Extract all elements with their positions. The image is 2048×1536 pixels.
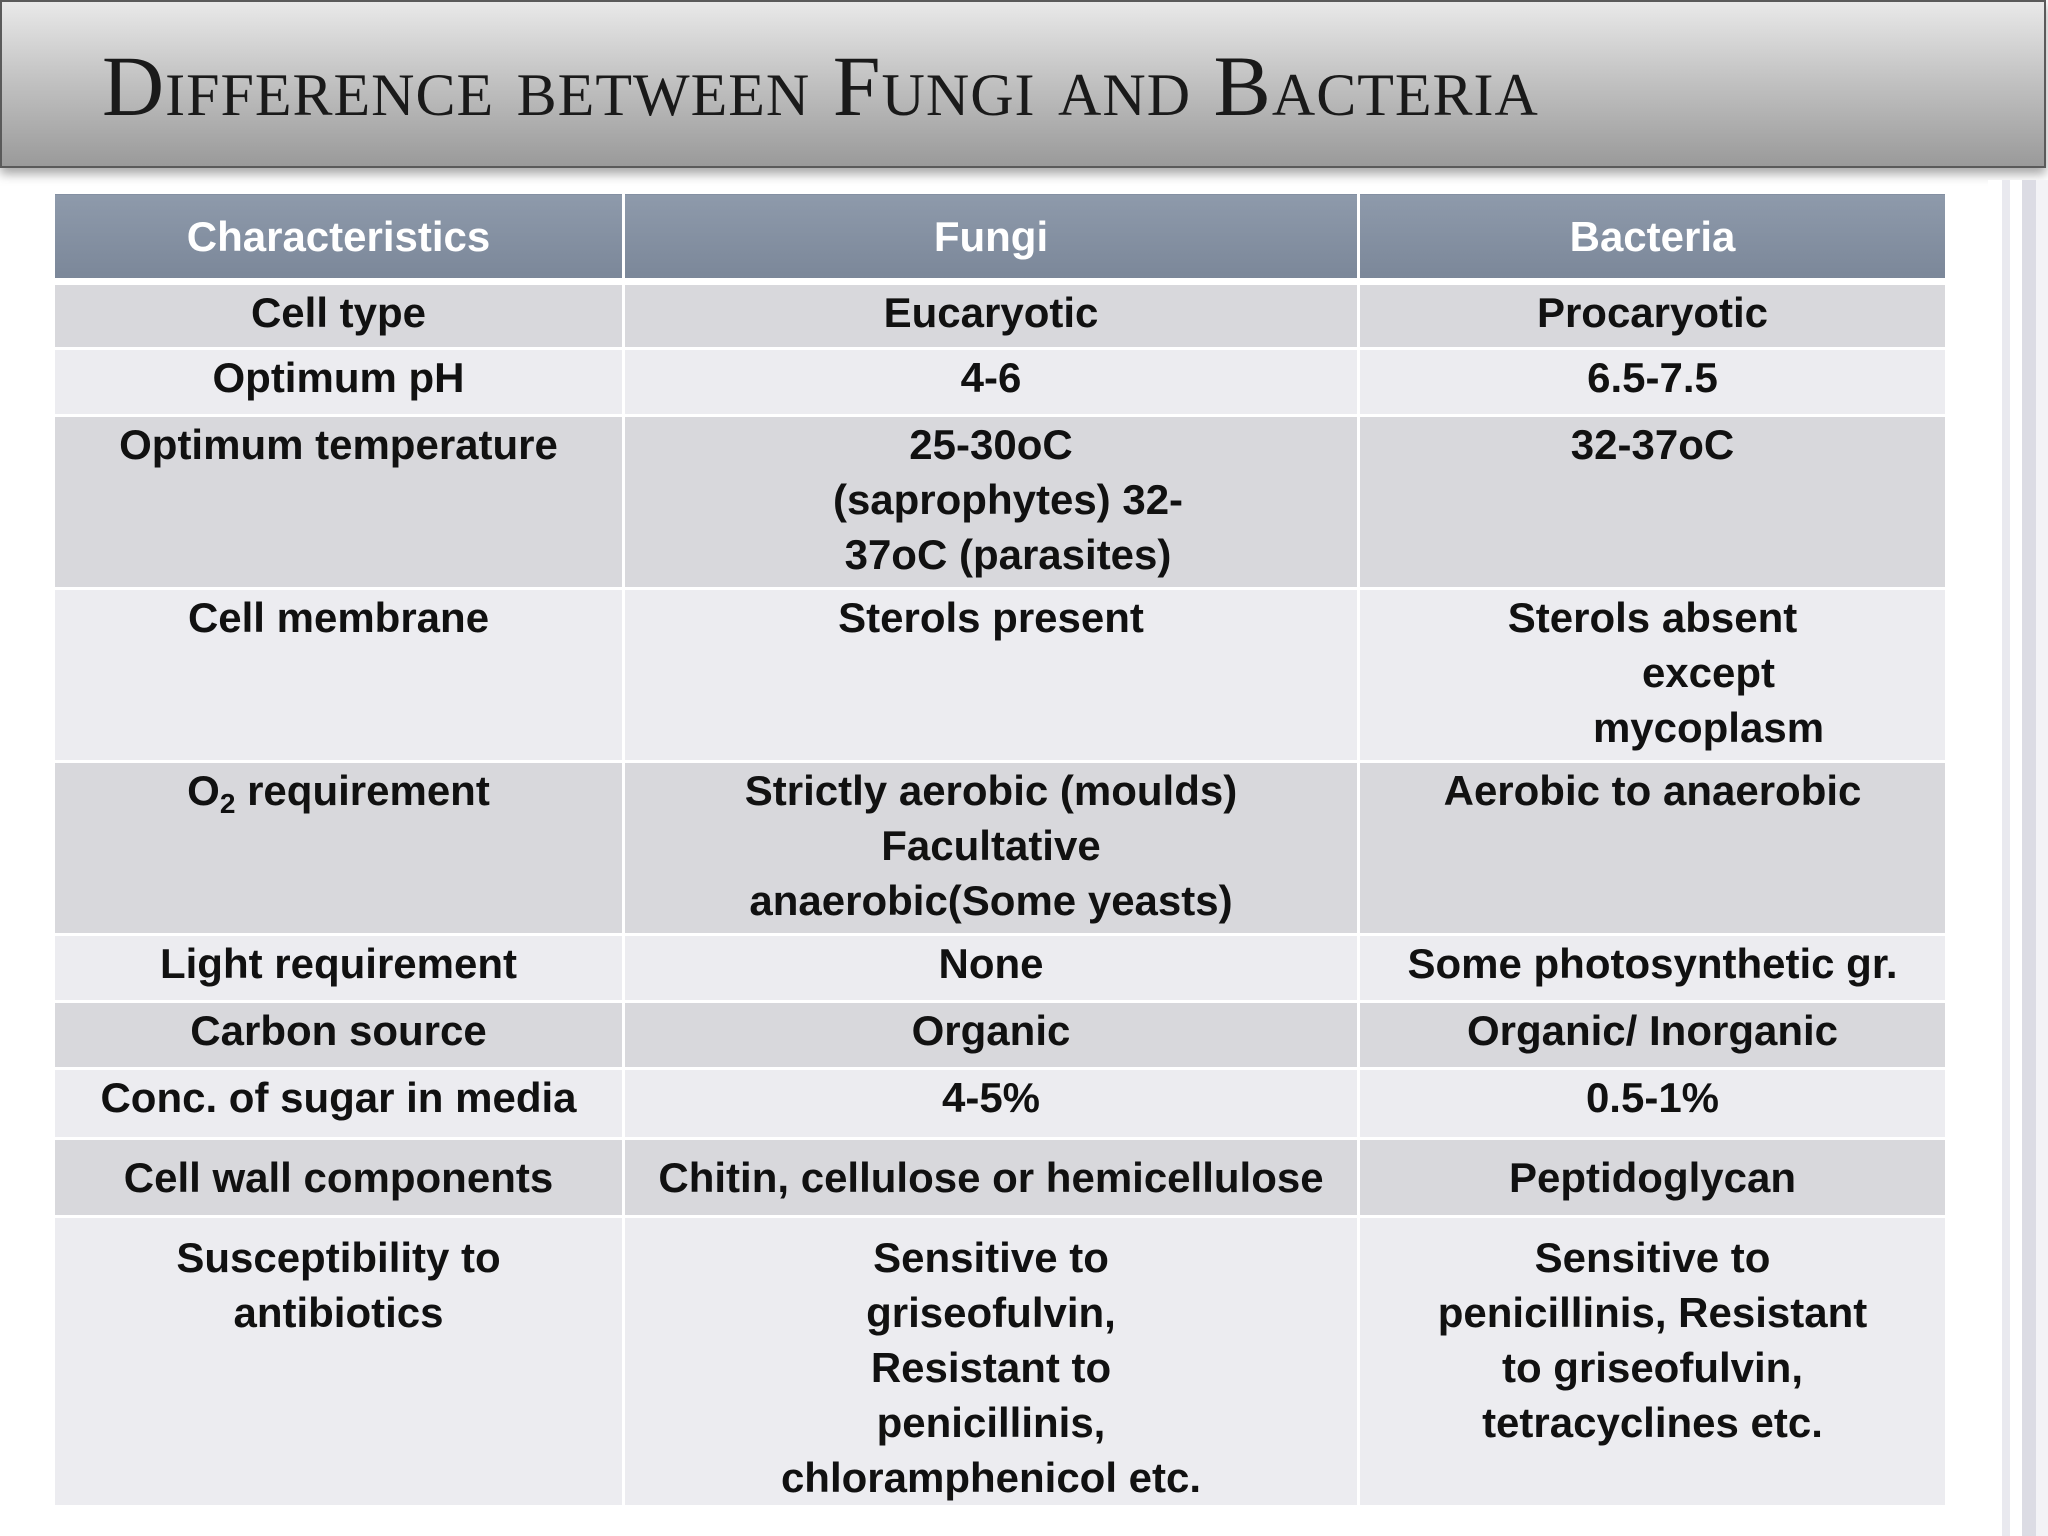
fungi-cell: 4-6 (624, 349, 1359, 416)
cell-line: Resistant to (870, 1344, 1112, 1391)
title-bar (0, 0, 2046, 168)
cell-line: chloramphenicol etc. (780, 1454, 1202, 1501)
characteristic-cell: Carbon source (54, 1002, 624, 1069)
table-row (54, 1002, 1947, 1069)
fungi-cell: None (624, 935, 1359, 1002)
cell-line: 25-30oC (909, 421, 1073, 468)
table-row (54, 416, 1947, 589)
cell-line: Sensitive to (1534, 1234, 1771, 1281)
fungi-cell (624, 1217, 1359, 1507)
table-row (54, 589, 1947, 762)
cell-line: penicillinis, Resistant (1437, 1289, 1868, 1336)
cell-line: Strictly aerobic (moulds) (744, 767, 1238, 814)
bacteria-cell: Some photosynthetic gr. (1359, 935, 1947, 1002)
bacteria-cell: Peptidoglycan (1359, 1139, 1947, 1217)
fungi-cell (624, 762, 1359, 935)
table-row (54, 762, 1947, 935)
characteristic-subscript: 2 (219, 788, 236, 819)
bacteria-cell: 32-37oC (1359, 416, 1947, 589)
cell-line: mycoplasm (1592, 704, 1825, 751)
fungi-cell (624, 416, 1359, 589)
decorative-stripes (1988, 180, 2048, 1536)
cell-line: antibiotics (233, 1289, 444, 1336)
bacteria-cell: Organic/ Inorganic (1359, 1002, 1947, 1069)
characteristic-cell: Cell wall components (54, 1139, 624, 1217)
cell-line: anaerobic(Some yeasts) (749, 877, 1233, 924)
bacteria-cell (1359, 589, 1947, 762)
cell-line: Susceptibility to (176, 1234, 501, 1281)
header-fungi: Fungi (624, 193, 1359, 282)
characteristic-cell: Cell type (54, 282, 624, 349)
header-characteristics: Characteristics (54, 193, 624, 282)
characteristic-cell: Conc. of sugar in media (54, 1069, 624, 1139)
table-row (54, 1217, 1947, 1507)
table-row (54, 935, 1947, 1002)
cell-line: tetracyclines etc. (1482, 1399, 1823, 1446)
bacteria-cell (1359, 1217, 1947, 1507)
cell-line: griseofulvin, (866, 1289, 1116, 1336)
cell-line: (saprophytes) 32- (832, 476, 1184, 523)
fungi-cell: Sterols present (624, 589, 1359, 762)
comparison-table (52, 191, 1948, 1508)
characteristic-cell (54, 762, 624, 935)
table-row (54, 282, 1947, 349)
characteristic-cell: Optimum pH (54, 349, 624, 416)
cell-line: Sterols absent (1507, 594, 1798, 641)
bacteria-cell: 0.5-1% (1359, 1069, 1947, 1139)
header-bacteria: Bacteria (1359, 193, 1947, 282)
cell-line: penicillinis, (876, 1399, 1106, 1446)
cell-line: 37oC (parasites) (844, 531, 1172, 578)
characteristic-cell (54, 1217, 624, 1507)
characteristic-rest: requirement (235, 767, 490, 814)
characteristic-cell: Light requirement (54, 935, 624, 1002)
fungi-cell: Eucaryotic (624, 282, 1359, 349)
fungi-cell: 4-5% (624, 1069, 1359, 1139)
table-row (54, 1139, 1947, 1217)
cell-line: Sensitive to (873, 1234, 1109, 1281)
cell-line: except (1641, 649, 1776, 696)
table-row (54, 349, 1947, 416)
fungi-cell: Organic (624, 1002, 1359, 1069)
bacteria-cell: Procaryotic (1359, 282, 1947, 349)
bacteria-cell: Aerobic to anaerobic (1359, 762, 1947, 935)
fungi-cell: Chitin, cellulose or hemicellulose (624, 1139, 1359, 1217)
characteristic-main: O (187, 767, 220, 814)
table-row (54, 1069, 1947, 1139)
cell-line: Facultative (881, 822, 1101, 869)
cell-line: to griseofulvin, (1501, 1344, 1803, 1391)
bacteria-cell: 6.5-7.5 (1359, 349, 1947, 416)
characteristic-cell: Cell membrane (54, 589, 624, 762)
slide-title: Difference between Fungi and Bacteria (102, 38, 1539, 134)
characteristic-cell: Optimum temperature (54, 416, 624, 589)
header-row (54, 193, 1947, 282)
